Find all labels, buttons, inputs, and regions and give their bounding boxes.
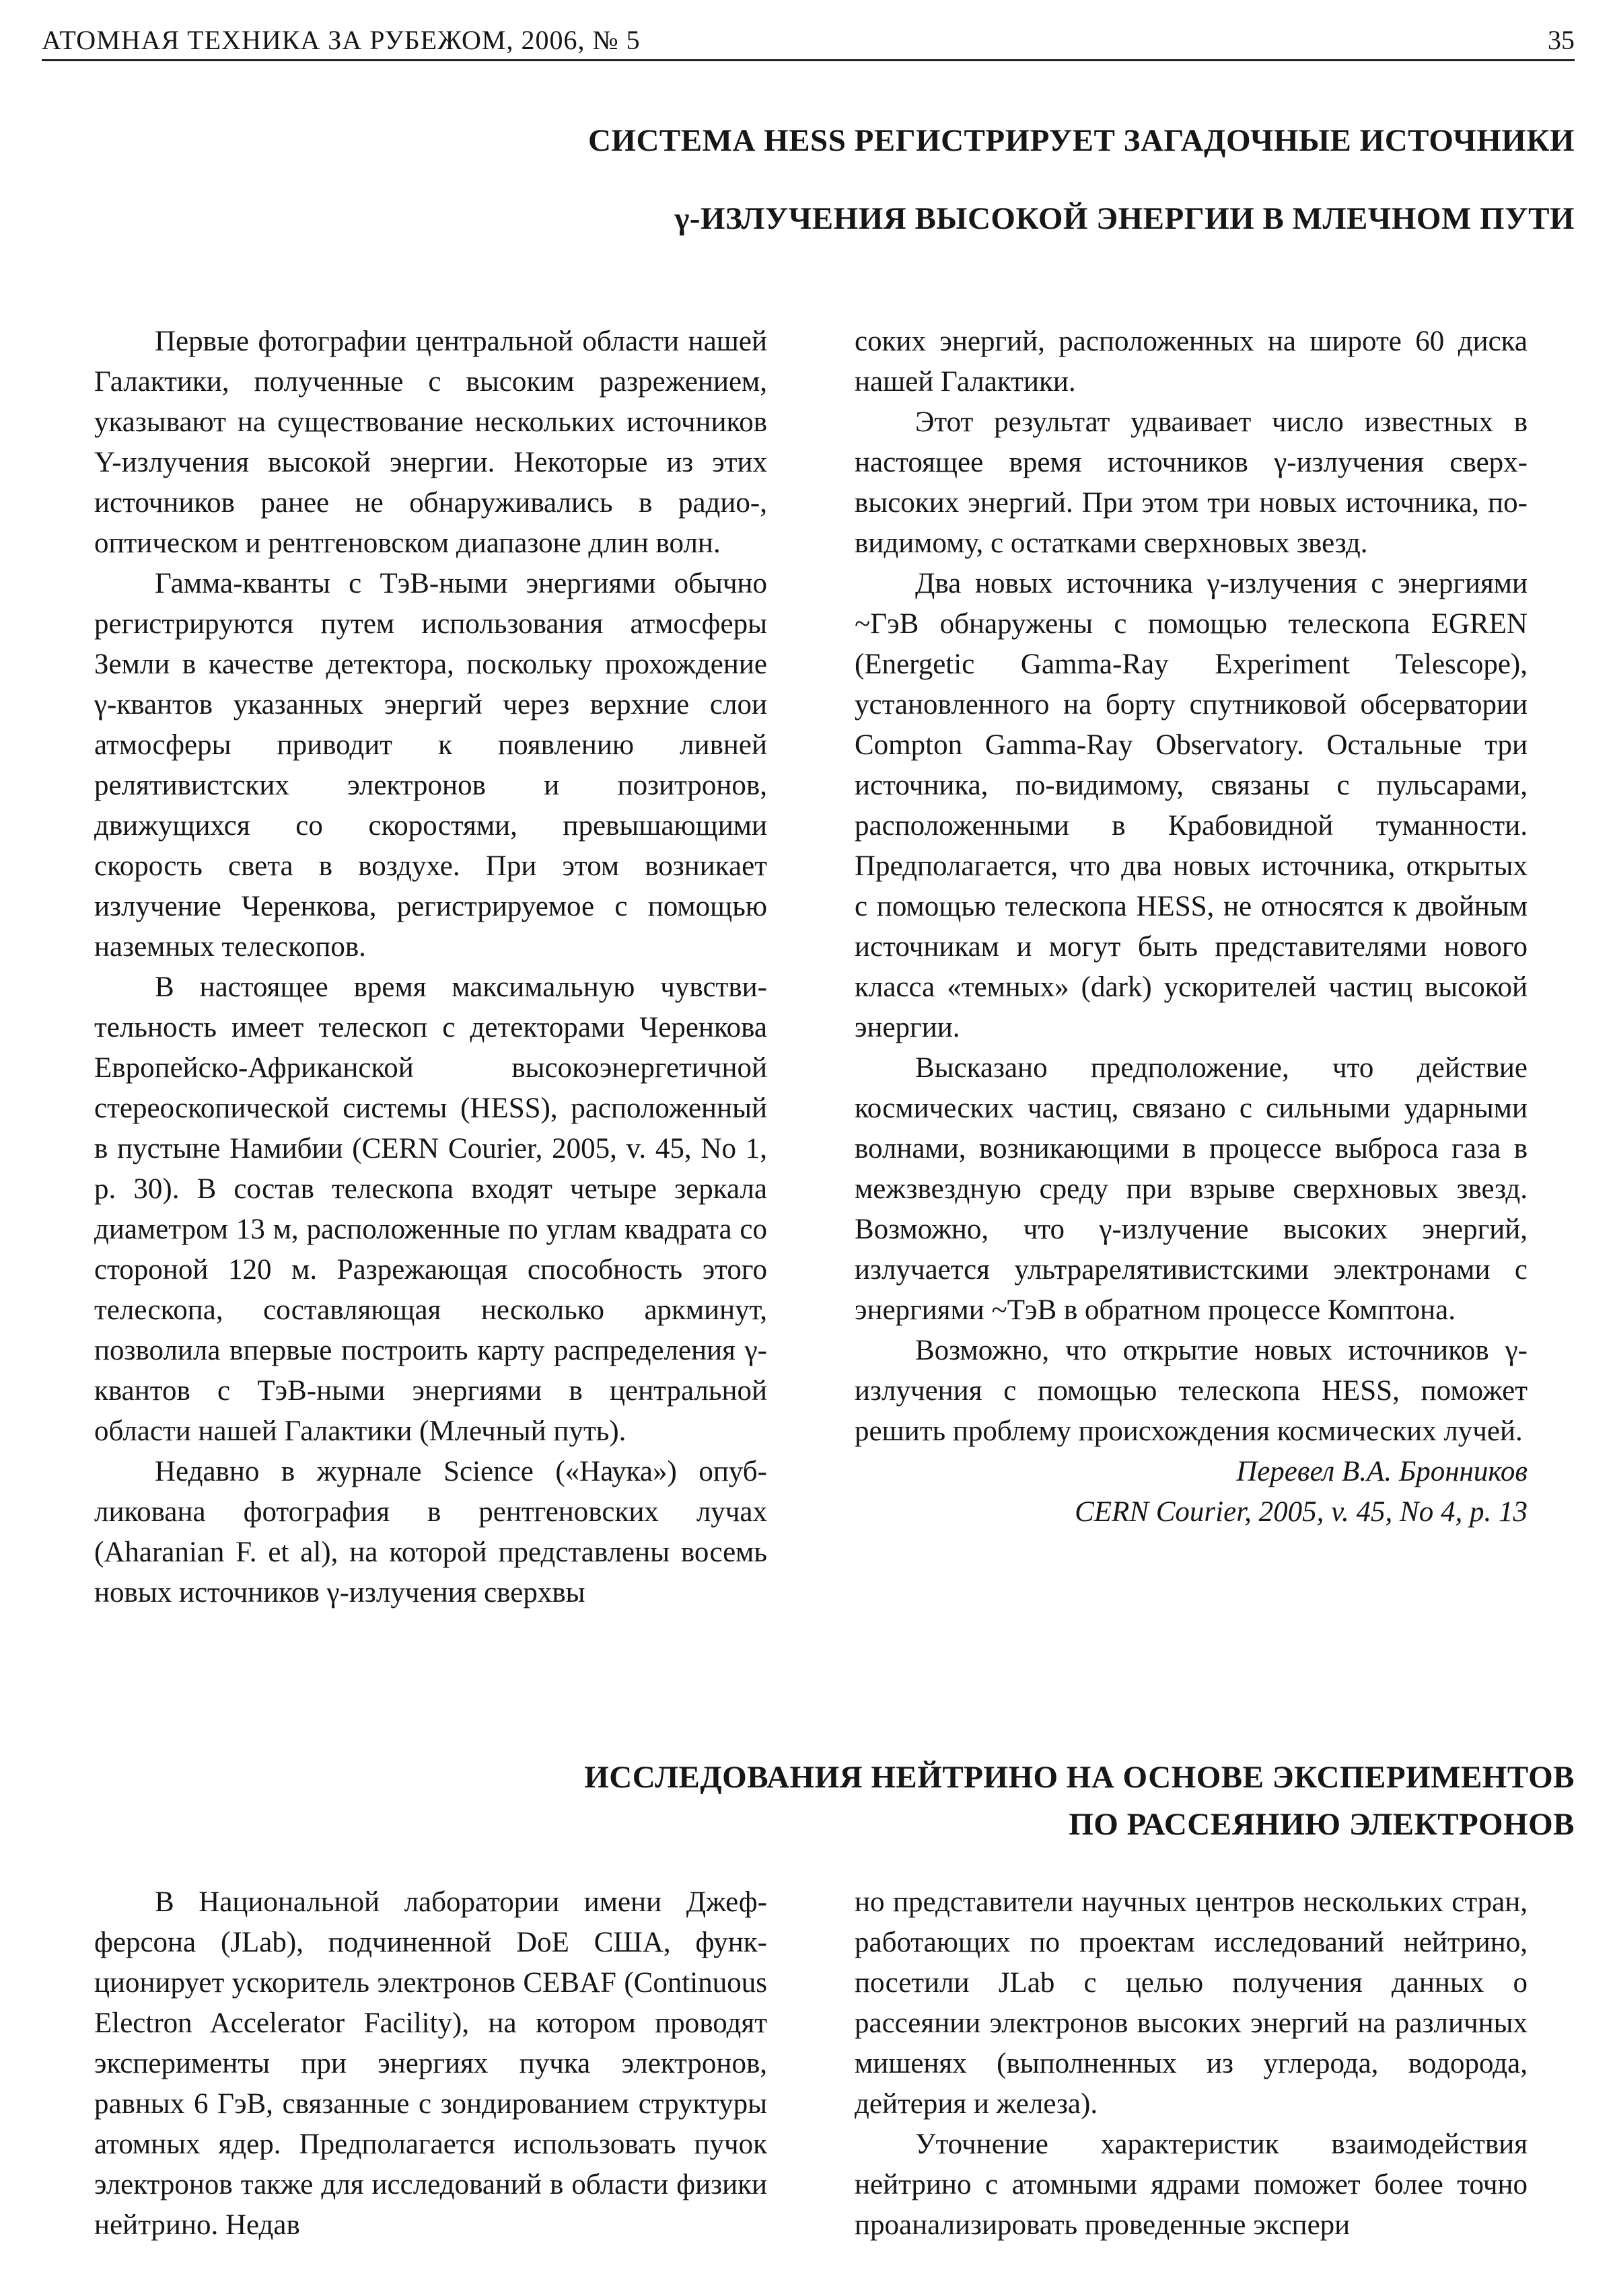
- article1-credits: [855, 1452, 1528, 1532]
- article2-title-line1: ИССЛЕДОВАНИЯ НЕЙТРИНО НА ОСНОВЕ ЭКСПЕРИМЕНТОВ: [584, 1760, 1575, 1795]
- article1-left-column: [94, 322, 767, 1608]
- article1-right-paragraph: Два новых источника γ-излучения с энергиями ~ГэВ обнаружены с помощью телескопа EGREN (Energetic Gamma-Ray Experiment Telescope), установленного на борту спутниковой обсерватории Compton Gamma-Ray Observatory. Остальные три источника, по-видимому, связаны с пульсарами, расположенными в Крабовидной туманности. Предполагается, что два новых источника, открытых с помощью телескопа HESS, не относятся к двойным источникам и могут быть представителями нового класса «темных» (dark) ускорителей частиц высокой энергии.: [855, 568, 1528, 1043]
- source-citation: CERN Courier, 2005, v. 45, No 4, p. 13: [1075, 1496, 1528, 1528]
- translator-credit: Перевел В.А. Бронников: [1236, 1456, 1528, 1487]
- article1-right-paragraph: Этот результат удваивает число известных в настоящее время источников γ-излучения сверхвысоких энергий. При этом три новых источника, по-видимому, с остатками сверхновых звезд.: [855, 406, 1528, 559]
- article1-left-paragraph: В настоящее время максимальную чувствительность имеет телескоп с детекторами Черенкова Европейско-Африканской высокоэнергетичной стереоскопической системы (HESS), расположенный в пустыне Намибии (CERN Courier, 2005, v. 45, No 1, p. 30). В состав телескопа входят четыре зеркала диаметром 13 м, расположенные по углам квадрата со стороной 120 м. Разрежающая способность этого телескопа, составляющая несколько аркминут, позволила впервые построить карту распределения γ-квантов с ТэВ-ными энергиями в центральной области нашей Галактики (Млечный путь).: [94, 971, 767, 1447]
- article2-left-column: [94, 1882, 767, 2286]
- article1-title-line1: СИСТЕМА HESS РЕГИСТРИРУЕТ ЗАГАДОЧНЫЕ ИСТОЧНИКИ: [587, 123, 1575, 158]
- article1-right-column: [855, 322, 1528, 1633]
- article2-right-column: [855, 1882, 1528, 2286]
- article1-right-paragraph: Высказано предположение, что действие космических частиц, связано с сильными ударными волнами, возникающими в процессе выброса газа в межзвездную среду при взрыве сверхновых звезд. Возможно, что γ-излучение высоких энергий, излучается ультрарелятивистскими электронами с энергиями ~ТэВ в обратном процессе Комптона.: [855, 1052, 1528, 1326]
- article1-left-paragraph: Гамма-кванты с ТэВ-ными энергиями обычно регистрируются путем использования атмосферы Земли в качестве детектора, поскольку прохождение γ-квантов указанных энергий через верхние слои атмосферы приводит к появлению ливней релятивистских электронов и позитронов, движущихся со скоростями, превышающими скорость света в воздухе. При этом возникает излучение Черенкова, регистрируемое с помощью наземных телескопов.: [94, 568, 767, 963]
- article1-title-line2: γ-ИЗЛУЧЕНИЯ ВЫСОКОЙ ЭНЕРГИИ В МЛЕЧНОМ ПУТИ: [674, 201, 1575, 236]
- article1-left-paragraph: Первые фотографии центральной области нашей Галактики, полученные с высоким разрежением, указывают на существование нескольких источников Y-излучения высокой энергии. Некоторые из этих источников ранее не обнаруживались в радио-, оптическом и рентгеновском диапазоне длин волн.: [94, 326, 767, 559]
- article2-right-paragraph: Уточнение характеристик взаимодействия нейтрино с атомными ядрами поможет более точно проанализировать проведенные экспери: [855, 2128, 1528, 2241]
- article1-left-paragraph: Недавно в журнале Science («Наука») опубликована фотография в рентгеновских лучах (Aharanian F. et al), на которой представлены восемь новых источников γ-излучения сверхвы: [94, 1456, 767, 1608]
- article2-right-continuation: но представители научных центров нескольких стран, работающих по проектам исследований нейтрино, посетили JLab с целью получения данных о рассеянии электронов высоких энергий на различных мишенях (выполненных из углерода, водорода, дейтерия и железа).: [855, 1886, 1528, 2120]
- page-number: 35: [1548, 25, 1575, 55]
- article1-right-paragraph: Возможно, что открытие новых источников γ-излучения с помощью телескопа HESS, поможет решить проблему происхождения космических лучей.: [855, 1335, 1528, 1447]
- running-head: [42, 22, 1575, 61]
- journal-title: АТОМНАЯ ТЕХНИКА ЗА РУБЕЖОМ, 2006, № 5: [42, 25, 641, 55]
- article1-right-continuation: соких энергий, расположенных на широте 60 диска нашей Галактики.: [855, 326, 1528, 398]
- article2-title-line2: ПО РАССЕЯНИЮ ЭЛЕКТРОНОВ: [1069, 1807, 1575, 1842]
- article2-left-paragraph: В Национальной лаборатории имени Джефферсона (JLab), подчиненной DoE США, функционирует ускоритель электронов CEBAF (Continuous Electron Accelerator Facility), на котором проводят эксперименты при энергиях пучка электронов, равных 6 ГэВ, связанные с зондированием структуры атомных ядер. Предполагается использовать пучок электронов также для исследований в области физики нейтрино. Недав: [94, 1886, 767, 2241]
